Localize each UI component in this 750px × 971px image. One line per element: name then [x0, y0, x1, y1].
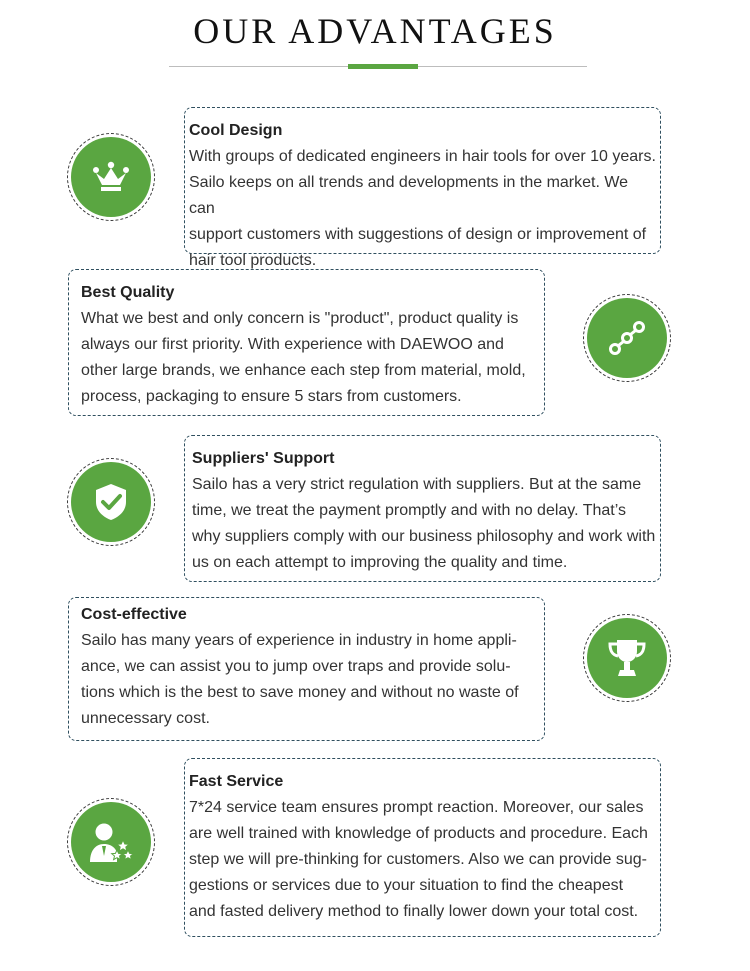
- advantage-icon-cool-design: [67, 133, 155, 221]
- advantage-card-cost-effective: [68, 597, 545, 741]
- advantage-card-fast-service: [184, 758, 661, 937]
- advantage-description: What we best and only concern is "product", product quality is always our first priority. With experience with DAEWOO and other large brands, we enhance each step from material, mold, process, packaging to ensure 5 stars from customers.: [81, 310, 526, 405]
- advantage-title: Cost-effective: [81, 606, 187, 623]
- advantage-title: Best Quality: [81, 284, 175, 301]
- advantage-title: Cool Design: [189, 122, 283, 139]
- advantage-description: Sailo has many years of experience in industry in home appli- ance, we can assist you to jump over traps and provide solu- tions which is the best to save money and without no waste of unnecessary cost.: [81, 632, 519, 727]
- advantage-icon-cost-effective: [583, 614, 671, 702]
- shield-check-icon: [93, 482, 129, 522]
- title-accent-bar: [348, 64, 418, 69]
- advantage-card-cool-design: [184, 107, 661, 269]
- advantage-description: Sailo has a very strict regulation with suppliers. But at the same time, we treat the payment promptly and with no delay. That’s why suppliers comply with our business philosophy and work with us on each attempt to improving the quality and time.: [192, 476, 656, 571]
- advantage-card-suppliers-support: [184, 435, 661, 582]
- trophy-icon: [605, 637, 649, 679]
- advantage-description: 7*24 service team ensures prompt reaction. Moreover, our sales are well trained with knowledge of products and procedure. Each step we will pre-thinking for customers. Also we can provide sug- gestions or services due to your situation to find the cheapest and fasted delivery method to finally lower down your total cost.: [189, 799, 648, 920]
- advantage-icon-suppliers-support: [67, 458, 155, 546]
- connected-nodes-icon: [607, 318, 647, 358]
- advantage-card-best-quality: [68, 269, 545, 416]
- page-title: OUR ADVANTAGES: [193, 11, 557, 51]
- advantage-icon-best-quality: [583, 294, 671, 382]
- user-stars-icon: [88, 820, 134, 864]
- crown-icon: [91, 159, 131, 195]
- advantage-title: Fast Service: [189, 773, 284, 790]
- advantage-icon-fast-service: [67, 798, 155, 886]
- advantage-description: With groups of dedicated engineers in hair tools for over 10 years. Sailo keeps on all trends and developments in the market. We can support customers with suggestions of design or improvement of hair tool products.: [189, 148, 656, 269]
- advantage-title: Suppliers' Support: [192, 450, 335, 467]
